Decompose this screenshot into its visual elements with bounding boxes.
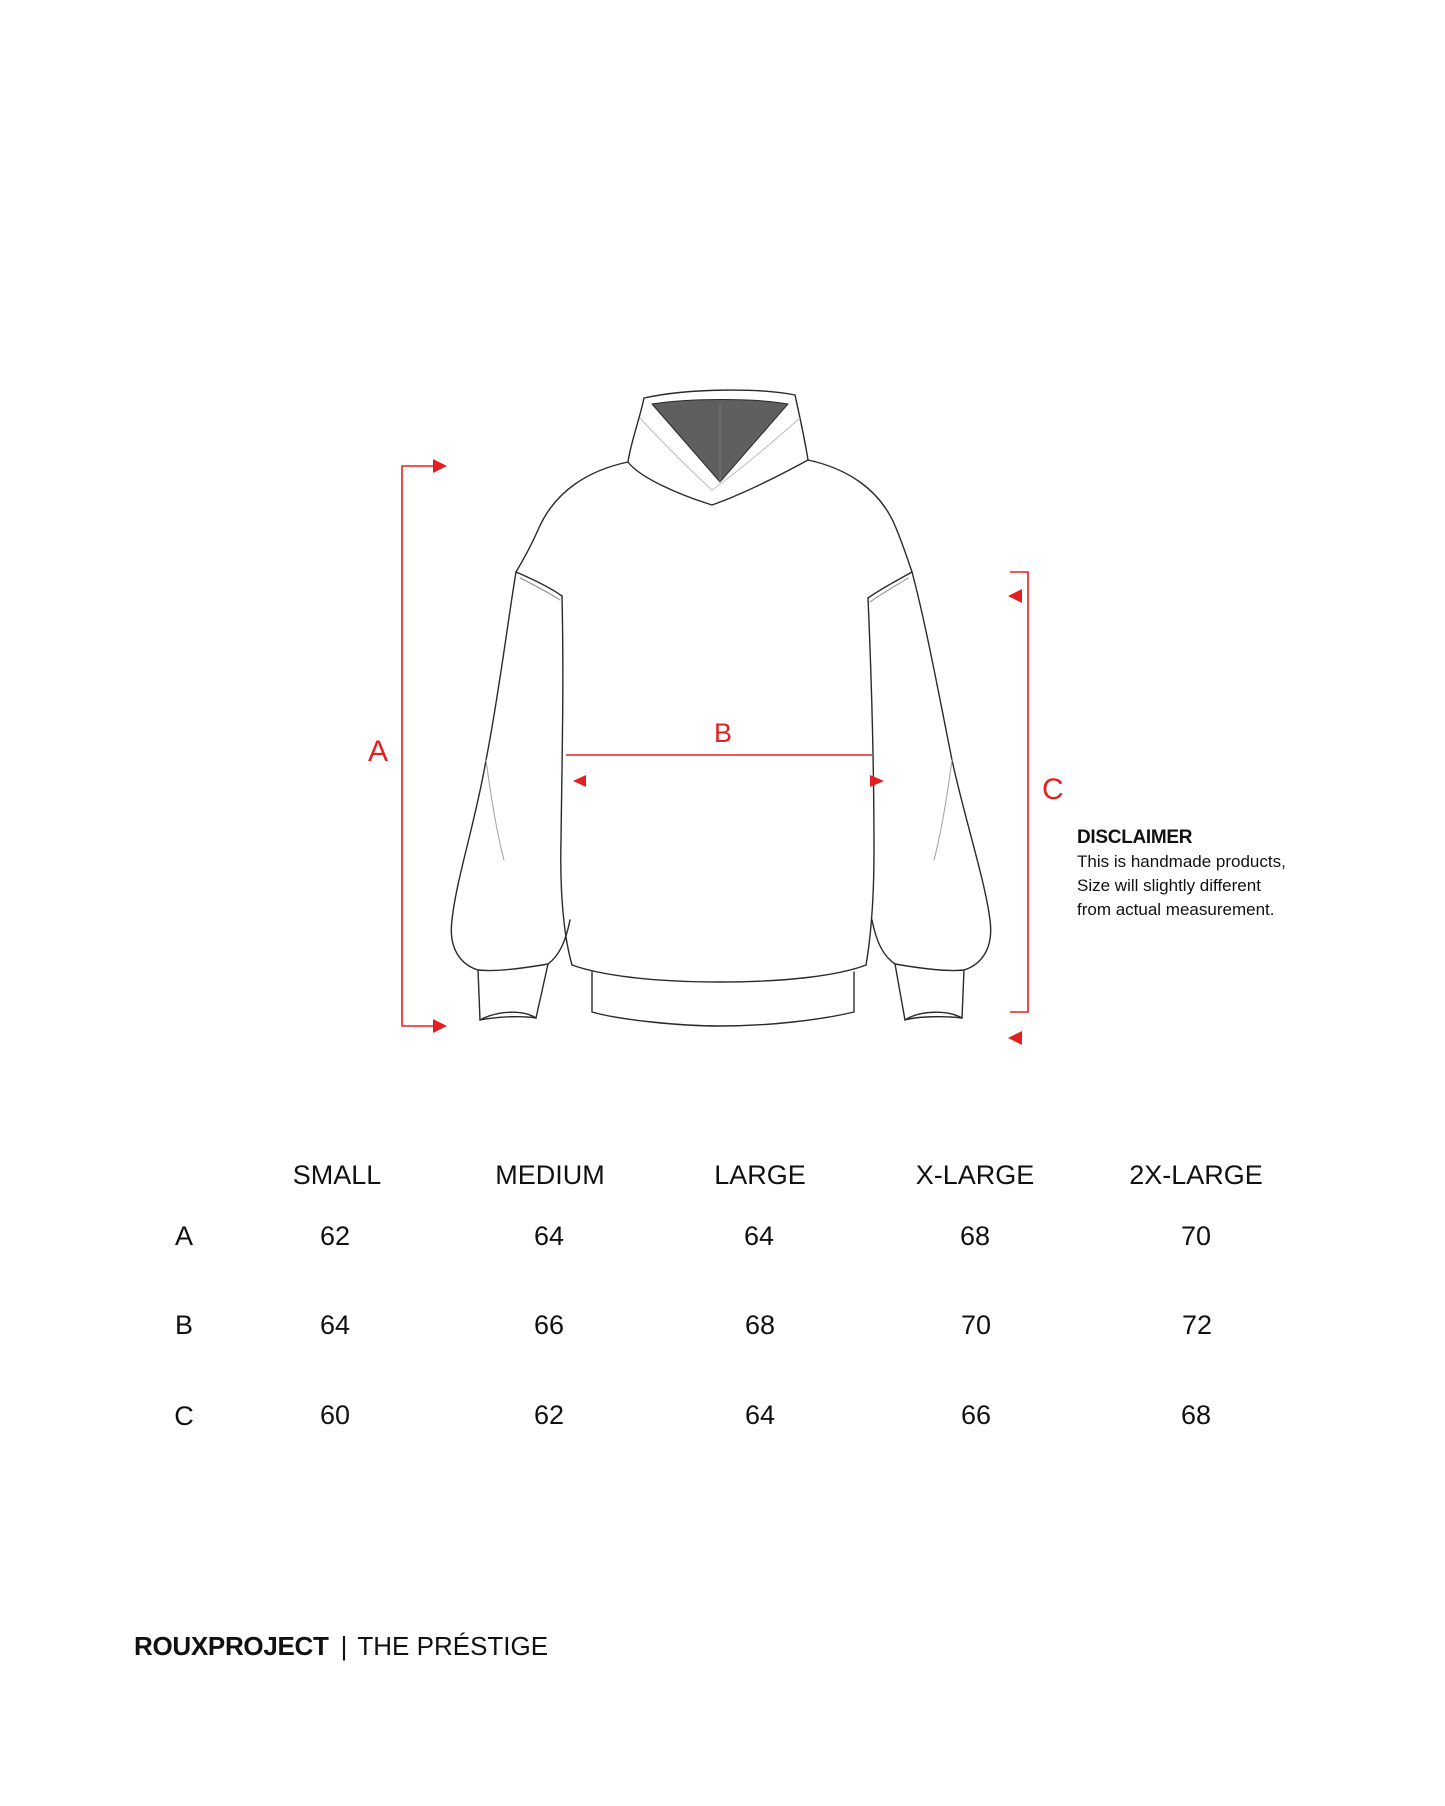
disclaimer-line: Size will slightly different — [1077, 875, 1261, 895]
table-cell: 66 — [533, 1310, 565, 1340]
disclaimer-title: DISCLAIMER — [1077, 827, 1193, 848]
table-cell: 68 — [959, 1221, 991, 1251]
measure-a-label: A — [368, 735, 389, 768]
table-cell: 64 — [319, 1310, 351, 1340]
footer-brand-line — [134, 1631, 548, 1662]
table-cell: 68 — [744, 1310, 776, 1340]
row-label-b: B — [174, 1310, 194, 1340]
table-cell: 64 — [744, 1400, 776, 1430]
brand-separator: | — [340, 1631, 348, 1661]
disclaimer-line: This is handmade products, — [1077, 851, 1286, 871]
table-cell: 60 — [319, 1400, 351, 1430]
table-cell: 66 — [960, 1400, 992, 1430]
table-cell: 70 — [1180, 1221, 1212, 1251]
table-cell: 64 — [533, 1221, 565, 1251]
column-header-small: SMALL — [292, 1160, 382, 1190]
disclaimer-line: from actual measurement. — [1077, 900, 1275, 920]
column-header-2x-large: 2X-LARGE — [1129, 1160, 1263, 1190]
table-cell: 68 — [1180, 1400, 1212, 1430]
collection-name: THE PRÉSTIGE — [357, 1631, 549, 1661]
column-header-medium: MEDIUM — [495, 1160, 605, 1190]
row-label-a: A — [174, 1221, 194, 1251]
column-header-x-large: X-LARGE — [915, 1160, 1035, 1190]
table-cell: 72 — [1181, 1310, 1213, 1340]
table-cell: 62 — [319, 1221, 351, 1251]
row-label-c: C — [174, 1401, 194, 1431]
table-cell: 62 — [533, 1400, 565, 1430]
measure-b-label: B — [714, 718, 733, 748]
table-cell: 64 — [743, 1221, 775, 1251]
table-cell: 70 — [960, 1310, 992, 1340]
brand-name: ROUXPROJECT — [134, 1631, 329, 1661]
column-header-large: LARGE — [714, 1160, 806, 1190]
measure-c-label: C — [1042, 773, 1064, 806]
